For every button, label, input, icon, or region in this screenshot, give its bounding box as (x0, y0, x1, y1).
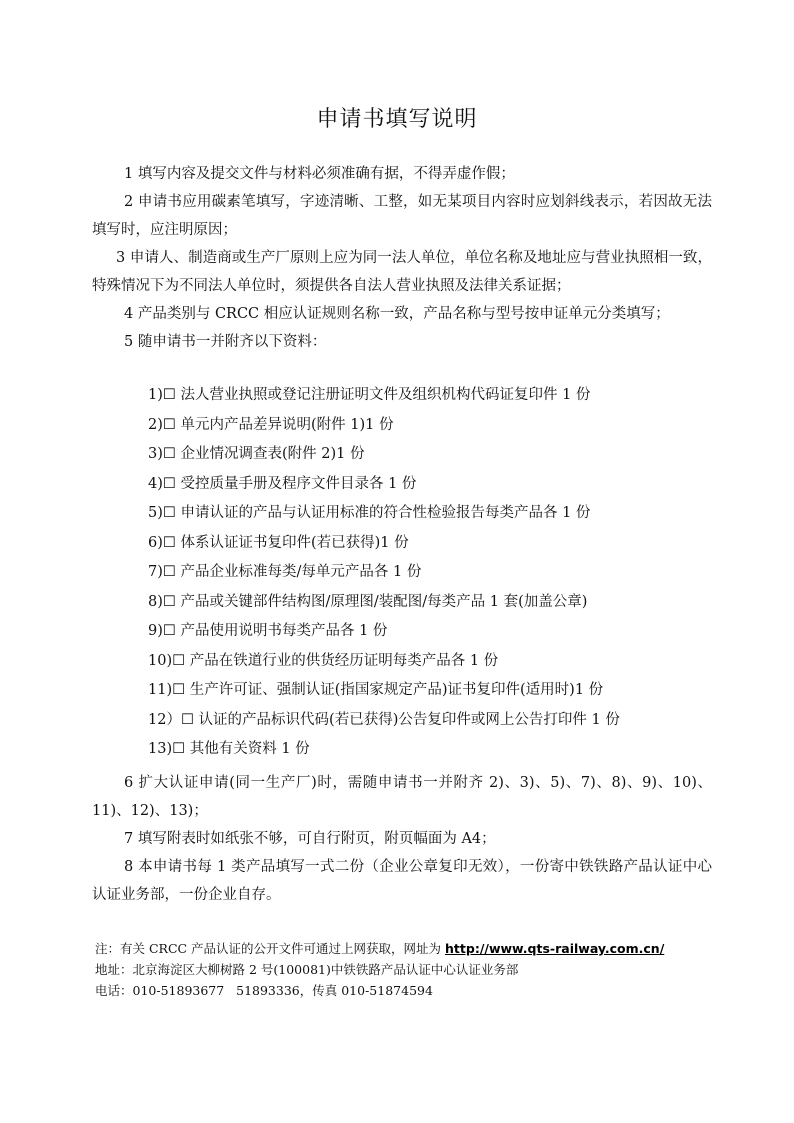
instruction-paragraph-8: 8 本申请书每 1 类产品填写一式二份（企业公章复印无效），一份寄中铁铁路产品认证中心认证业务部，一份企业自存。 (92, 859, 712, 903)
material-item-1: 1)☐ 法人营业执照或登记注册证明文件及组织机构代码证复印件 1 份 (148, 387, 591, 403)
material-item-2: 2)☐ 单元内产品差异说明(附件 1)1 份 (148, 416, 394, 433)
website-link[interactable]: http://www.qts-railway.com.cn/ (445, 941, 665, 956)
material-item-8: 8)☐ 产品或关键部件结构图/原理图/装配图/每类产品 1 套(加盖公章) (148, 593, 588, 610)
material-item-3: 3)☐ 企业情况调查表(附件 2)1 份 (148, 446, 365, 462)
material-item-12: 12）☐ 认证的产品标识代码(若已获得)公告复印件或网上公告打印件 1 份 (148, 711, 620, 728)
material-item-4: 4)☐ 受控质量手册及程序文件目录各 1 份 (148, 475, 417, 492)
material-item-13: 13)☐ 其他有关资料 1 份 (148, 741, 310, 757)
website-note (95, 938, 735, 959)
address-line: 地址：北京海淀区大柳树路 2 号(100081)中铁铁路产品认证中心认证业务部 (95, 962, 519, 977)
material-item-9: 9)☐ 产品使用说明书每类产品各 1 份 (148, 623, 388, 639)
instruction-paragraph-2: 2 申请书应用碳素笔填写，字迹清晰、工整，如无某项目内容时应划斜线表示，若因故无法填写时，应注明原因； (92, 194, 712, 238)
phone-line: 电话：010-51893677 51893336，传真 010-51874594 (95, 983, 433, 998)
website-note-text: 注：有关 CRCC 产品认证的公开文件可通过上网获取，网址为 (95, 941, 446, 956)
page-title: 申请书填写说明 (316, 107, 478, 132)
materials-list (148, 381, 708, 765)
additional-instructions (92, 769, 712, 909)
material-item-11: 11)☐ 生产许可证、强制认证(指国家规定产品)证书复印件(适用时)1 份 (148, 682, 604, 698)
material-item-6: 6)☐ 体系认证证书复印件(若已获得)1 份 (148, 534, 409, 551)
instruction-paragraph-6: 6 扩大认证申请(同一生产厂)时，需随申请书一并附齐 2)、3)、5)、7)、8)、9)、10)、11)、12)、13)； (92, 775, 712, 819)
instruction-paragraph-1: 1 填写内容及提交文件与材料必须准确有据，不得弄虚作假； (124, 166, 515, 182)
material-item-10: 10)☐ 产品在铁道行业的供货经历证明每类产品各 1 份 (148, 652, 499, 669)
footer-notes (95, 938, 735, 1001)
instruction-paragraph-3: 3 申请人、制造商或生产厂原则上应为同一法人单位，单位名称及地址应与营业执照相一致，特殊情况下为不同法人单位时，须提供各自法人营业执照及法律关系证据； (92, 250, 712, 294)
instructions-section (92, 160, 712, 356)
instruction-paragraph-4: 4 产品类别与 CRCC 相应认证规则名称一致，产品名称与型号按申证单元分类填写； (124, 306, 670, 322)
material-item-5: 5)☐ 申请认证的产品与认证用标准的符合性检验报告每类产品各 1 份 (148, 505, 591, 521)
instruction-paragraph-5: 5 随申请书一并附齐以下资料： (124, 334, 327, 350)
instruction-paragraph-7: 7 填写附表时如纸张不够，可自行附页，附页幅面为 A4； (124, 831, 496, 847)
material-item-7: 7)☐ 产品企业标准每类/每单元产品各 1 份 (148, 564, 422, 580)
